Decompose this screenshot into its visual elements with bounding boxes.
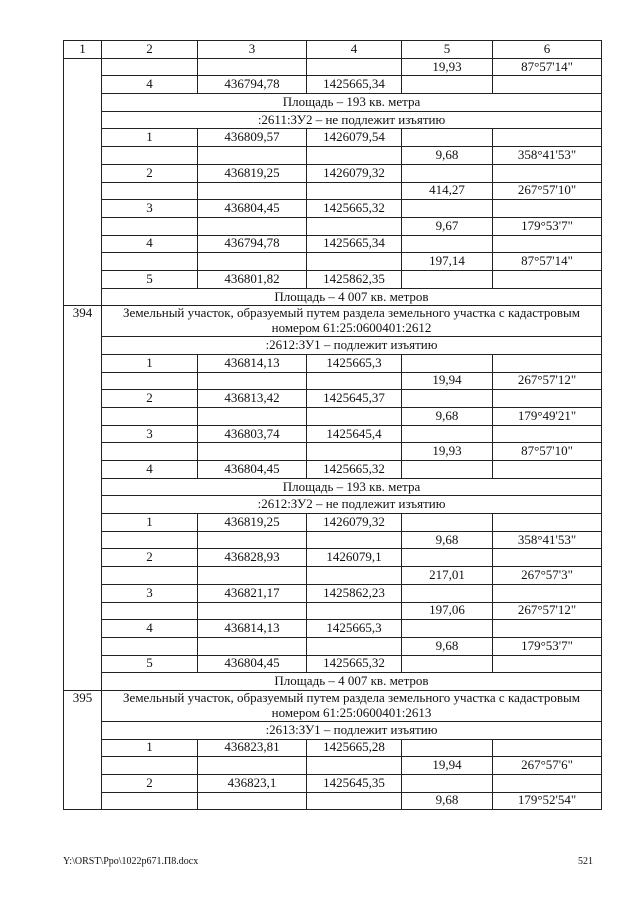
distance-cell (402, 774, 493, 792)
distance-cell (402, 620, 493, 638)
x-coordinate-cell (198, 58, 307, 76)
x-coordinate-cell (198, 637, 307, 655)
distance-cell (402, 76, 493, 94)
distance-cell (402, 200, 493, 218)
point-number-cell (102, 567, 198, 585)
point-number-cell: 1 (102, 514, 198, 532)
col-header-2: 2 (102, 41, 198, 59)
table-row (64, 129, 602, 147)
y-coordinate-cell (307, 217, 402, 235)
y-coordinate-cell (307, 757, 402, 775)
bearing-cell: 267°57'6" (493, 757, 602, 775)
distance-cell: 9,68 (402, 792, 493, 810)
bearing-cell (493, 584, 602, 602)
merged-text-cell: Площадь – 4 007 кв. метров (102, 673, 602, 691)
y-coordinate-cell: 1425665,34 (307, 76, 402, 94)
distance-cell: 19,94 (402, 372, 493, 390)
distance-cell: 9,67 (402, 217, 493, 235)
y-coordinate-cell: 1425862,23 (307, 584, 402, 602)
y-coordinate-cell (307, 443, 402, 461)
x-coordinate-cell: 436819,25 (198, 514, 307, 532)
bearing-cell: 267°57'3" (493, 567, 602, 585)
distance-cell: 19,93 (402, 443, 493, 461)
distance-cell (402, 164, 493, 182)
distance-cell (402, 549, 493, 567)
x-coordinate-cell (198, 792, 307, 810)
point-number-cell (102, 147, 198, 165)
merged-text-cell: Площадь – 4 007 кв. метров (102, 288, 602, 306)
x-coordinate-cell (198, 531, 307, 549)
y-coordinate-cell: 1426079,54 (307, 129, 402, 147)
y-coordinate-cell: 1425665,32 (307, 655, 402, 673)
bearing-cell (493, 76, 602, 94)
bearing-cell (493, 514, 602, 532)
x-coordinate-cell (198, 217, 307, 235)
bearing-cell (493, 739, 602, 757)
table-row (64, 58, 602, 76)
point-number-cell: 4 (102, 461, 198, 479)
x-coordinate-cell: 436809,57 (198, 129, 307, 147)
table-row (64, 372, 602, 390)
coordinates-table (63, 40, 602, 810)
y-coordinate-cell: 1426079,32 (307, 514, 402, 532)
table-row (64, 425, 602, 443)
distance-cell: 19,93 (402, 58, 493, 76)
bearing-cell (493, 620, 602, 638)
point-number-cell (102, 182, 198, 200)
distance-cell: 217,01 (402, 567, 493, 585)
merged-text-cell: :2612:ЗУ1 – подлежит изъятию (102, 337, 602, 355)
point-number-cell: 3 (102, 584, 198, 602)
bearing-cell: 267°57'12" (493, 602, 602, 620)
point-number-cell: 3 (102, 425, 198, 443)
table-row (64, 390, 602, 408)
footer-file-path: Y:\ORST\Ppo\1022p671.П8.docx (63, 856, 199, 867)
col-header-3: 3 (198, 41, 307, 59)
table-row (64, 531, 602, 549)
y-coordinate-cell: 1425665,32 (307, 461, 402, 479)
distance-cell: 9,68 (402, 531, 493, 549)
bearing-cell: 87°57'14" (493, 253, 602, 271)
distance-cell (402, 514, 493, 532)
y-coordinate-cell: 1425665,34 (307, 235, 402, 253)
x-coordinate-cell: 436814,13 (198, 354, 307, 372)
distance-cell (402, 129, 493, 147)
point-number-cell: 4 (102, 620, 198, 638)
col-header-5: 5 (402, 41, 493, 59)
point-number-cell (102, 792, 198, 810)
y-coordinate-cell (307, 567, 402, 585)
distance-cell: 197,06 (402, 602, 493, 620)
point-number-cell: 1 (102, 739, 198, 757)
table-row (64, 549, 602, 567)
table-row (64, 164, 602, 182)
y-coordinate-cell (307, 792, 402, 810)
merged-text-cell: Площадь – 193 кв. метра (102, 478, 602, 496)
x-coordinate-cell: 436804,45 (198, 461, 307, 479)
point-number-cell (102, 531, 198, 549)
col-header-4: 4 (307, 41, 402, 59)
bearing-cell (493, 461, 602, 479)
y-coordinate-cell (307, 372, 402, 390)
x-coordinate-cell: 436819,25 (198, 164, 307, 182)
distance-cell: 9,68 (402, 407, 493, 425)
distance-cell (402, 739, 493, 757)
table-row (64, 739, 602, 757)
bearing-cell: 87°57'14" (493, 58, 602, 76)
y-coordinate-cell: 1425665,32 (307, 200, 402, 218)
y-coordinate-cell: 1425645,4 (307, 425, 402, 443)
item-header-row (64, 306, 602, 337)
point-number-cell: 1 (102, 129, 198, 147)
table-row (64, 620, 602, 638)
point-number-cell: 5 (102, 270, 198, 288)
merged-row (64, 478, 602, 496)
point-number-cell: 2 (102, 390, 198, 408)
y-coordinate-cell: 1425645,37 (307, 390, 402, 408)
x-coordinate-cell: 436804,45 (198, 200, 307, 218)
distance-cell (402, 235, 493, 253)
table-row (64, 637, 602, 655)
table-row (64, 757, 602, 775)
y-coordinate-cell (307, 58, 402, 76)
table-row (64, 584, 602, 602)
y-coordinate-cell: 1426079,32 (307, 164, 402, 182)
distance-cell (402, 425, 493, 443)
x-coordinate-cell: 436821,17 (198, 584, 307, 602)
bearing-cell: 179°49'21" (493, 407, 602, 425)
col-header-6: 6 (493, 41, 602, 59)
x-coordinate-cell (198, 407, 307, 425)
bearing-cell (493, 425, 602, 443)
x-coordinate-cell: 436823,1 (198, 774, 307, 792)
y-coordinate-cell (307, 602, 402, 620)
bearing-cell: 267°57'12" (493, 372, 602, 390)
y-coordinate-cell (307, 147, 402, 165)
x-coordinate-cell (198, 757, 307, 775)
distance-cell: 9,68 (402, 147, 493, 165)
table-row (64, 514, 602, 532)
point-number-cell: 2 (102, 164, 198, 182)
distance-cell: 9,68 (402, 637, 493, 655)
distance-cell (402, 461, 493, 479)
x-coordinate-cell (198, 372, 307, 390)
merged-text-cell: Площадь – 193 кв. метра (102, 94, 602, 112)
merged-row (64, 94, 602, 112)
x-coordinate-cell (198, 567, 307, 585)
point-number-cell (102, 637, 198, 655)
table-row (64, 602, 602, 620)
x-coordinate-cell (198, 443, 307, 461)
x-coordinate-cell: 436803,74 (198, 425, 307, 443)
x-coordinate-cell (198, 253, 307, 271)
distance-cell: 19,94 (402, 757, 493, 775)
point-number-cell: 5 (102, 655, 198, 673)
bearing-cell: 179°53'7" (493, 637, 602, 655)
point-number-cell (102, 407, 198, 425)
y-coordinate-cell: 1426079,1 (307, 549, 402, 567)
merged-text-cell: :2612:ЗУ2 – не подлежит изъятию (102, 496, 602, 514)
bearing-cell: 358°41'53" (493, 147, 602, 165)
y-coordinate-cell: 1425645,35 (307, 774, 402, 792)
item-number-cell (64, 58, 102, 306)
distance-cell: 414,27 (402, 182, 493, 200)
table-row (64, 774, 602, 792)
point-number-cell (102, 58, 198, 76)
merged-text-cell: :2611:ЗУ2 – не подлежит изъятию (102, 111, 602, 129)
y-coordinate-cell (307, 531, 402, 549)
y-coordinate-cell: 1425665,3 (307, 620, 402, 638)
distance-cell (402, 270, 493, 288)
bearing-cell (493, 655, 602, 673)
merged-row (64, 288, 602, 306)
point-number-cell (102, 443, 198, 461)
point-number-cell: 4 (102, 235, 198, 253)
merged-row (64, 673, 602, 691)
x-coordinate-cell: 436794,78 (198, 76, 307, 94)
point-number-cell (102, 253, 198, 271)
merged-row (64, 496, 602, 514)
point-number-cell: 2 (102, 549, 198, 567)
table-row (64, 270, 602, 288)
distance-cell: 197,14 (402, 253, 493, 271)
table-row (64, 147, 602, 165)
table-row (64, 443, 602, 461)
x-coordinate-cell: 436794,78 (198, 235, 307, 253)
bearing-cell (493, 354, 602, 372)
x-coordinate-cell (198, 602, 307, 620)
point-number-cell (102, 217, 198, 235)
table-row (64, 792, 602, 810)
table-row (64, 200, 602, 218)
x-coordinate-cell: 436828,93 (198, 549, 307, 567)
table-row (64, 461, 602, 479)
col-header-1: 1 (64, 41, 102, 59)
parcel-description: Земельный участок, образуемый путем раздела земельного участка с кадастровым номером 61:25:0600401:2612 (102, 306, 602, 337)
table-row (64, 567, 602, 585)
x-coordinate-cell (198, 182, 307, 200)
table-row (64, 407, 602, 425)
x-coordinate-cell: 436813,42 (198, 390, 307, 408)
parcel-description: Земельный участок, образуемый путем раздела земельного участка с кадастровым номером 61:25:0600401:2613 (102, 690, 602, 721)
bearing-cell (493, 390, 602, 408)
table-row (64, 76, 602, 94)
table-row (64, 253, 602, 271)
merged-row (64, 721, 602, 739)
y-coordinate-cell: 1425665,28 (307, 739, 402, 757)
point-number-cell (102, 757, 198, 775)
table-row (64, 354, 602, 372)
x-coordinate-cell: 436801,82 (198, 270, 307, 288)
y-coordinate-cell (307, 253, 402, 271)
bearing-cell: 358°41'53" (493, 531, 602, 549)
merged-text-cell: :2613:ЗУ1 – подлежит изъятию (102, 721, 602, 739)
distance-cell (402, 655, 493, 673)
y-coordinate-cell (307, 182, 402, 200)
x-coordinate-cell: 436814,13 (198, 620, 307, 638)
merged-row (64, 111, 602, 129)
bearing-cell: 267°57'10" (493, 182, 602, 200)
point-number-cell: 4 (102, 76, 198, 94)
y-coordinate-cell: 1425665,3 (307, 354, 402, 372)
y-coordinate-cell (307, 407, 402, 425)
x-coordinate-cell (198, 147, 307, 165)
header-row (64, 41, 602, 59)
bearing-cell (493, 164, 602, 182)
bearing-cell (493, 235, 602, 253)
point-number-cell (102, 372, 198, 390)
bearing-cell (493, 549, 602, 567)
point-number-cell: 3 (102, 200, 198, 218)
bearing-cell: 179°53'7" (493, 217, 602, 235)
table-row (64, 217, 602, 235)
y-coordinate-cell (307, 637, 402, 655)
distance-cell (402, 584, 493, 602)
merged-row (64, 337, 602, 355)
item-header-row (64, 690, 602, 721)
distance-cell (402, 390, 493, 408)
table-row (64, 235, 602, 253)
item-number-cell: 395 (64, 690, 102, 809)
point-number-cell: 1 (102, 354, 198, 372)
distance-cell (402, 354, 493, 372)
bearing-cell: 179°52'54" (493, 792, 602, 810)
bearing-cell (493, 129, 602, 147)
point-number-cell (102, 602, 198, 620)
footer-page-number: 521 (578, 856, 593, 867)
y-coordinate-cell: 1425862,35 (307, 270, 402, 288)
table-row (64, 182, 602, 200)
x-coordinate-cell: 436804,45 (198, 655, 307, 673)
bearing-cell (493, 774, 602, 792)
item-number-cell: 394 (64, 306, 102, 691)
point-number-cell: 2 (102, 774, 198, 792)
table-row (64, 655, 602, 673)
x-coordinate-cell: 436823,81 (198, 739, 307, 757)
bearing-cell (493, 200, 602, 218)
bearing-cell: 87°57'10" (493, 443, 602, 461)
bearing-cell (493, 270, 602, 288)
